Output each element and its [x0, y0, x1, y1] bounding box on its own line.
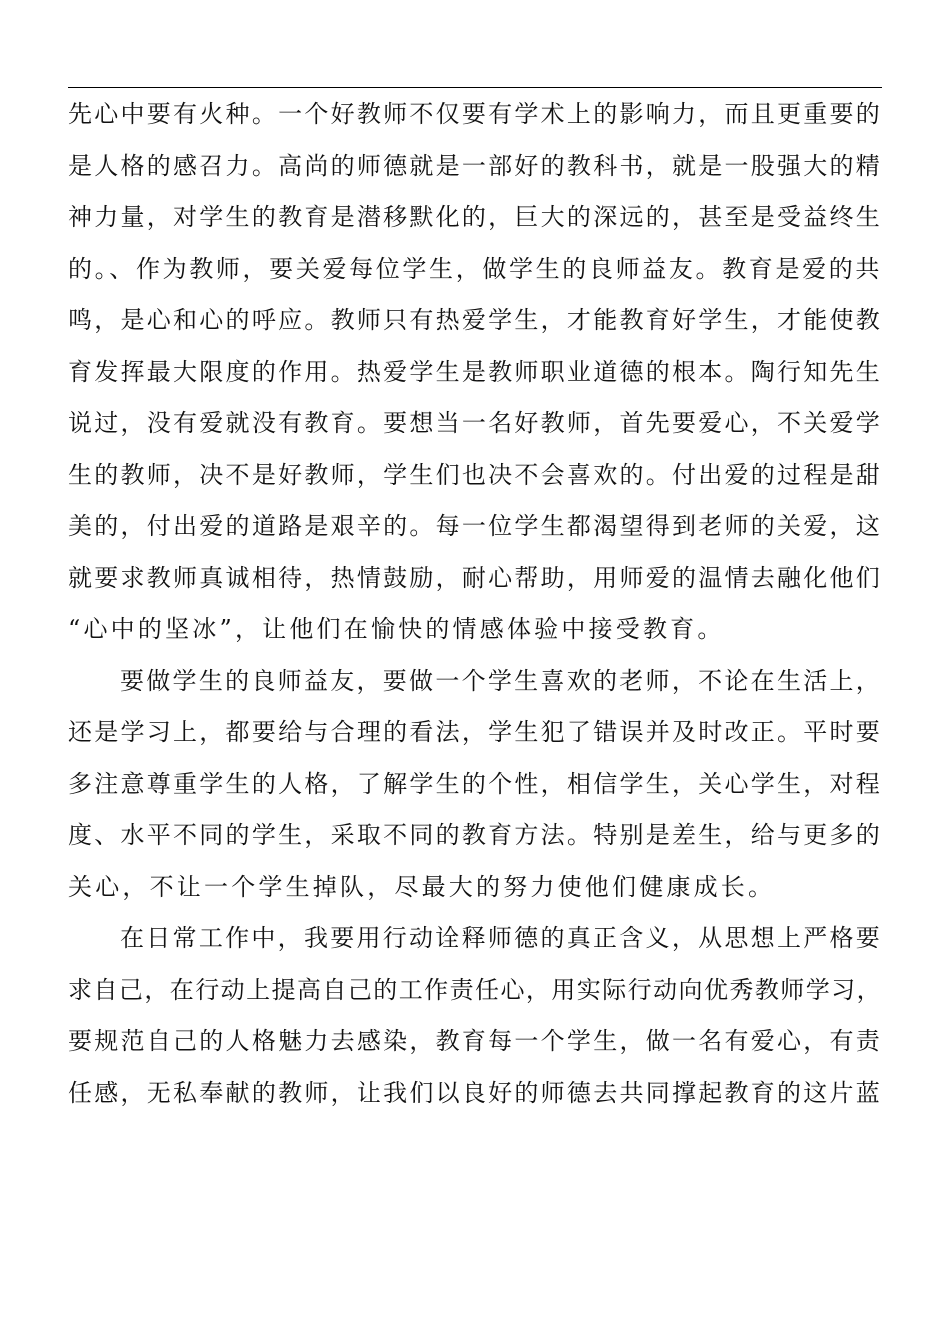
document-body: [68, 89, 882, 1119]
text-line: 育发挥最大限度的作用。热爱学生是教师职业道德的根本。陶行知先生: [68, 357, 882, 386]
text-line: 要规范自己的人格魅力去感染，教育每一个学生，做一名有爱心，有责: [68, 1027, 882, 1055]
text-line: 关心，不让一个学生掉队，尽最大的努力使他们健康成长。: [68, 872, 776, 901]
text-line: 先心中要有火种。一个好教师不仅要有学术上的影响力，而且更重要的: [68, 100, 882, 128]
paragraph-1: [68, 89, 882, 656]
text-line: 鸣，是心和心的呼应。教师只有热爱学生，才能教育好学生，才能使教: [68, 306, 882, 334]
text-line: 要做学生的良师益友，要做一个学生喜欢的老师，不论在生活上，: [120, 666, 882, 695]
text-line: 多注意尊重学生的人格，了解学生的个性，相信学生，关心学生，对程: [68, 769, 882, 798]
text-line: 度、水平不同的学生，采取不同的教育方法。特别是差生，给与更多的: [68, 821, 882, 849]
text-line: 任感，无私奉献的教师，让我们以良好的师德去共同撑起教育的这片蓝: [68, 1078, 882, 1107]
text-line: 神力量，对学生的教育是潜移默化的，巨大的深远的，甚至是受益终生: [68, 203, 882, 231]
text-line: 就要求教师真诚相待，热情鼓励，耐心帮助，用师爱的温情去融化他们: [68, 563, 882, 592]
text-line: 美的，付出爱的道路是艰辛的。每一位学生都渴望得到老师的关爱，这: [68, 512, 882, 540]
text-line: 是人格的感召力。高尚的师德就是一部好的教科书，就是一股强大的精: [68, 151, 882, 180]
paragraph-3: [68, 913, 882, 1119]
header-rule: [68, 87, 882, 88]
text-line: 说过，没有爱就没有教育。要想当一名好教师，首先要爱心，不关爱学: [68, 409, 882, 437]
text-line: 生的教师，决不是好教师，学生们也决不会喜欢的。付出爱的过程是甜: [68, 460, 882, 489]
text-line: “心中的坚冰”，让他们在愉快的情感体验中接受教育。: [68, 615, 725, 643]
text-line: 求自己，在行动上提高自己的工作责任心，用实际行动向优秀教师学习，: [68, 975, 882, 1004]
paragraph-2: [68, 656, 882, 914]
text-line: 在日常工作中，我要用行动诠释师德的真正含义，从思想上严格要: [120, 924, 882, 952]
text-line: 还是学习上，都要给与合理的看法，学生犯了错误并及时改正。平时要: [68, 718, 882, 746]
text-line: 的。、作为教师，要关爱每位学生，做学生的良师益友。教育是爱的共: [68, 254, 882, 283]
